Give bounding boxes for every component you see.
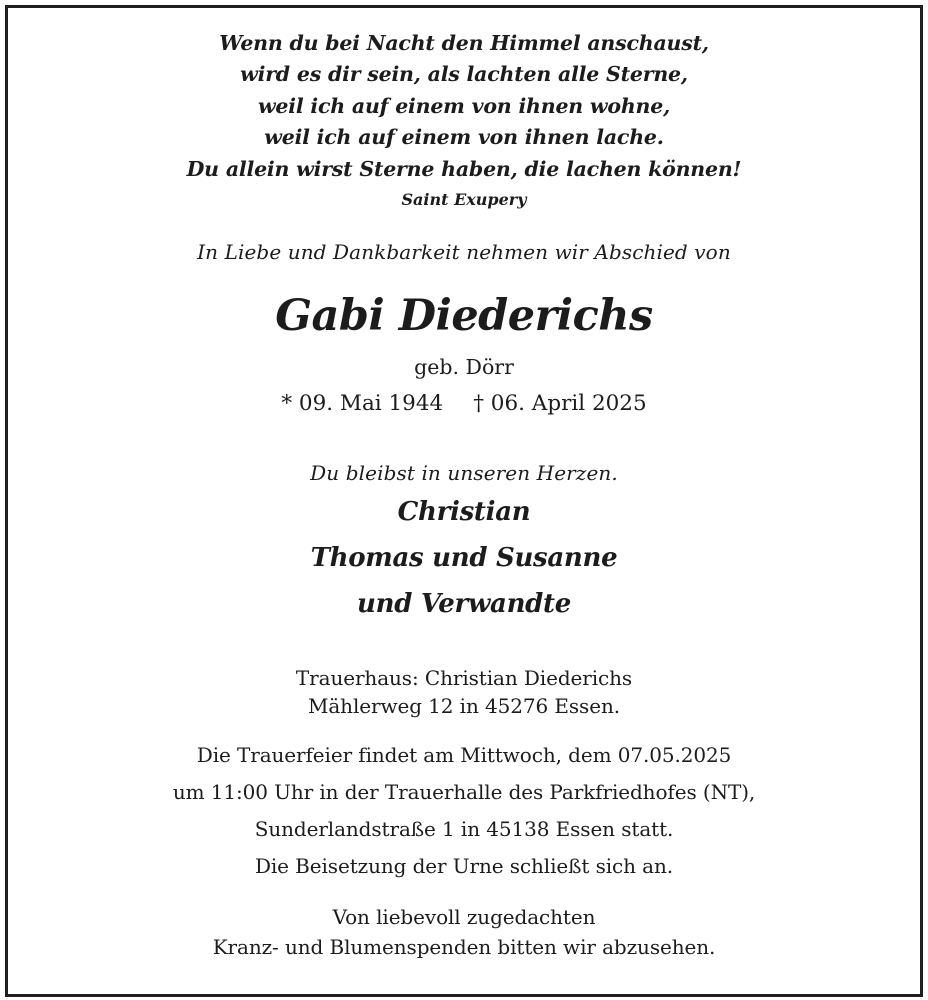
obituary-notice (5, 5, 923, 997)
mourning-house-line-2: Mählerweg 12 in 45276 Essen. (307, 694, 620, 718)
poem-line-3: weil ich auf einem von ihnen wohne, (257, 94, 671, 118)
birth-date: * 09. Mai 1944 (281, 391, 444, 416)
life-dates (8, 391, 920, 416)
mourner-2: Thomas und Susanne (310, 543, 618, 573)
funeral-line-2: um 11:00 Uhr in der Trauerhalle des Parkfriedhofes (NT), (172, 780, 756, 804)
donations-line-1: Von liebevoll zugedachten (332, 905, 596, 929)
death-date: † 06. April 2025 (473, 391, 647, 416)
funeral-line-4: Die Beisetzung der Urne schließt sich an. (254, 854, 674, 878)
funeral-line-3: Sunderlandstraße 1 in 45138 Essen statt. (254, 817, 674, 841)
poem-line-2: wird es dir sein, als lachten alle Sterne, (240, 62, 688, 86)
donations-line-2: Kranz- und Blumenspenden bitten wir abzusehen. (212, 935, 716, 959)
poem-line-1: Wenn du bei Nacht den Himmel anschaust, (219, 31, 709, 55)
deceased-name: Gabi Diederichs (275, 291, 653, 341)
mourner-1: Christian (397, 497, 531, 527)
intro-text: In Liebe und Dankbarkeit nehmen wir Abschied von (197, 240, 731, 264)
poem-line-5: Du allein wirst Sterne haben, die lachen können! (186, 157, 742, 181)
maiden-name: geb. Dörr (414, 355, 514, 379)
closing-line: Du bleibst in unseren Herzen. (310, 461, 618, 485)
poem-line-4: weil ich auf einem von ihnen lache. (264, 125, 664, 149)
funeral-line-1: Die Trauerfeier findet am Mittwoch, dem 07.05.2025 (196, 743, 732, 767)
mourner-3: und Verwandte (356, 589, 572, 619)
mourning-house-line-1: Trauerhaus: Christian Diederichs (295, 666, 633, 690)
poem-author: Saint Exupery (401, 190, 527, 209)
